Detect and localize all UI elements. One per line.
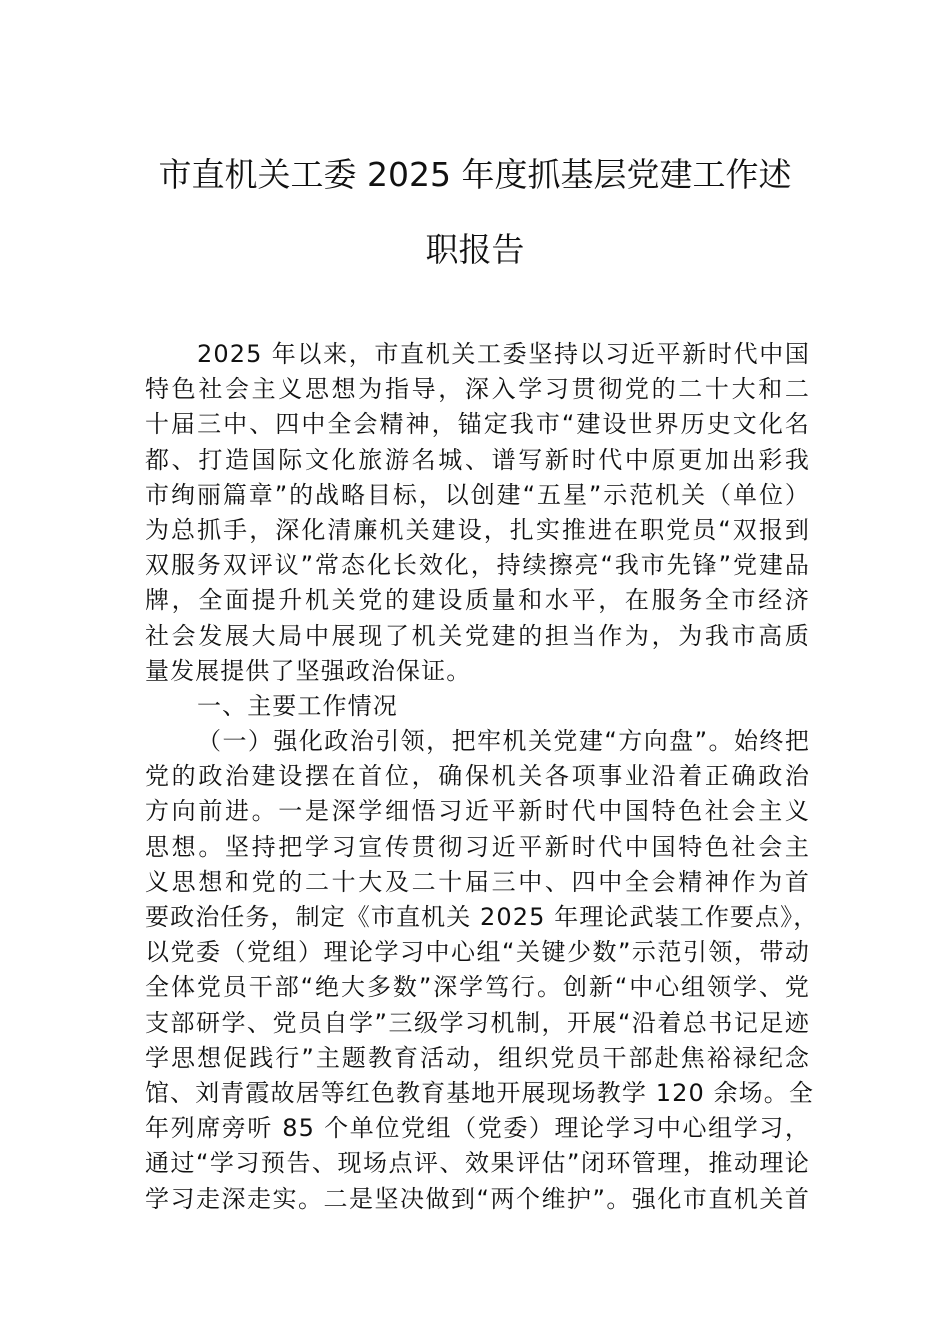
paragraph-line: 义思想和党的二十大及二十届三中、四中全会精神作为首: [145, 867, 810, 896]
document-title-line-1: 市直机关工委 2025 年度抓基层党建工作述: [158, 155, 792, 194]
paragraph-line: 市绚丽篇章”的战略目标，以创建“五星”示范机关（单位）: [145, 480, 810, 509]
document-body: [145, 337, 819, 1217]
paragraph-line: 特色社会主义思想为指导，深入学习贯彻党的二十大和二: [145, 375, 810, 404]
paragraph-line: 为总抓手，深化清廉机关建设，扎实推进在职党员“双报到: [145, 515, 810, 544]
paragraph-line: 量发展提供了坚强政治保证。: [145, 656, 472, 685]
document-title-line-2: 职报告: [425, 230, 525, 269]
paragraph-line: 学思想促践行”主题教育活动，组织党员干部赴焦裕禄纪念: [145, 1043, 810, 1072]
paragraph-line: 党的政治建设摆在首位，确保机关各项事业沿着正确政治: [145, 762, 810, 791]
paragraph-line: 都、打造国际文化旅游名城、谱写新时代中原更加出彩我: [145, 445, 810, 474]
paragraph-line: 学习走深走实。二是坚决做到“两个维护”。强化市直机关首: [145, 1184, 810, 1213]
paragraph-line: 思想。坚持把学习宣传贯彻习近平新时代中国特色社会主: [145, 832, 810, 861]
paragraph-line: 双服务双评议”常态化长效化，持续擦亮“我市先锋”党建品: [145, 551, 810, 580]
paragraph-line: 牌，全面提升机关党的建设质量和水平，在服务全市经济: [145, 586, 810, 615]
paragraph-line: 馆、刘青霞故居等红色教育基地开展现场教学 120 余场。全: [145, 1078, 814, 1107]
section-heading: 一、主要工作情况: [197, 691, 398, 720]
paragraph-line: 支部研学、党员自学”三级学习机制，开展“沿着总书记足迹: [145, 1008, 810, 1037]
paragraph-line: 方向前进。一是深学细悟习近平新时代中国特色社会主义: [145, 797, 810, 826]
paragraph-line: 十届三中、四中全会精神，锚定我市“建设世界历史文化名: [145, 410, 810, 439]
paragraph-line: 2025 年以来，市直机关工委坚持以习近平新时代中国: [197, 340, 810, 368]
paragraph-line: 全体党员干部“绝大多数”深学笃行。创新“中心组领学、党: [145, 973, 810, 1002]
paragraph-line: 要政治任务，制定《市直机关 2025 年理论武装工作要点》，: [145, 903, 819, 931]
paragraph-line: 通过“学习预告、现场点评、效果评估”闭环管理，推动理论: [145, 1149, 810, 1178]
paragraph-line: 社会发展大局中展现了机关党建的担当作为，为我市高质: [145, 621, 810, 650]
paragraph-line: 以党委（党组）理论学习中心组“关键少数”示范引领，带动: [145, 938, 810, 967]
paragraph-line: （一）强化政治引领，把牢机关党建“方向盘”。始终把: [197, 727, 810, 756]
paragraph-line: 年列席旁听 85 个单位党组（党委）理论学习中心组学习，: [145, 1114, 810, 1143]
